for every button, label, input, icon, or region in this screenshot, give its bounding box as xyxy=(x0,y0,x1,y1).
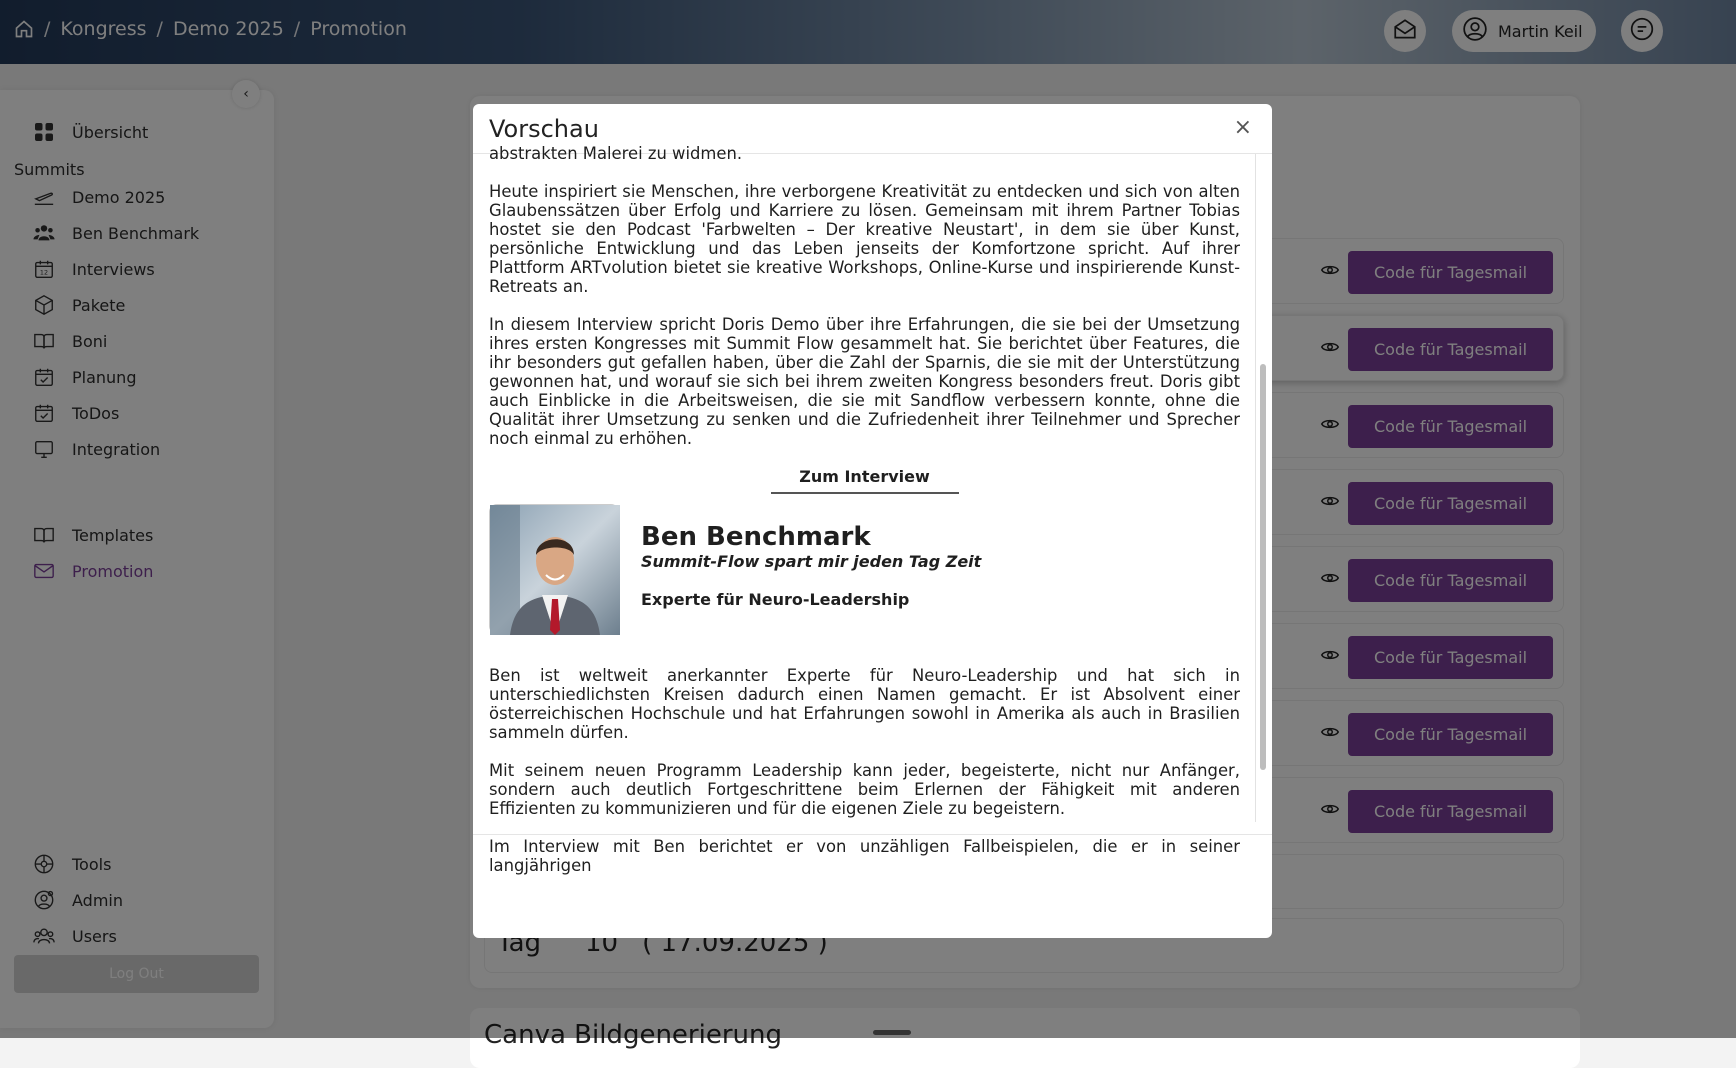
scrollbar-thumb[interactable] xyxy=(1260,364,1266,770)
modal-footer-divider xyxy=(473,834,1272,835)
close-icon[interactable]: × xyxy=(1233,115,1252,140)
scrollbar[interactable] xyxy=(1257,154,1269,822)
preview-modal xyxy=(473,104,1272,938)
speaker-quote: Summit-Flow spart mir jeden Tag Zeit xyxy=(641,552,982,571)
speaker-name: Ben Benchmark xyxy=(641,522,871,552)
speaker-info xyxy=(641,504,981,634)
interview-link[interactable]: Zum Interview xyxy=(771,467,959,494)
scroll-divider xyxy=(1255,154,1256,822)
speaker-photo xyxy=(489,504,619,634)
paragraph: Mit seinem neuen Programm Leadership kann jeder, begeisterte, nicht nur Anfänger, sondern auch deutlich Fortgeschrittene beim Erlernen der Fähigkeit mit anderen Effizienten zu kommunizieren und für die eigenen Ziele zu begeistern. xyxy=(489,761,1240,818)
paragraph-partial-top: abstrakten Malerei zu widmen. xyxy=(489,144,743,163)
paragraph: Heute inspiriert sie Menschen, ihre verborgene Kreativität zu entdecken und sich von alten Glaubenssätzen über Erfolg und Karriere zu lösen. Gemeinsam mit ihrem Partner Tobias hostet sie den Podcast 'Farbwelten – Der kreative Neustart', in dem sie über Kunst, persönliche Entwicklung und das Leben jenseits der Komfortzone spricht. Auf ihrer Plattform ARTvolution bietet sie kreative Workshops, Online-Kurse und inspirierende Kunst-Retreats an. xyxy=(489,182,1240,296)
speaker-block xyxy=(489,504,1240,634)
modal-body[interactable] xyxy=(473,144,1272,875)
preview-content xyxy=(489,144,1240,894)
paragraph: In diesem Interview spricht Doris Demo über ihre Erfahrungen, die sie bei der Umsetzung ihres ersten Kongresses mit Summit Flow gesammelt hat. Sie berichtet über Features, die ihr besonders gut gefallen haben, über die Zahl der Sparnis, die sie mit der Unterstützung gewonnen hat, und worauf sie sich bei ihrem zweiten Kongress besonders freut. Doris gibt auch Einblicke in die Arbeitsweisen, die sie mit Sandflow verbessern konnte, ohne die Qualität ihrer Umsetzung zu senken und die Zufriedenheit ihrer Teilnehmer und Sprecher noch einmal zu erhöhen. xyxy=(489,315,1240,448)
paragraph-partial-bottom: Im Interview mit Ben berichtet er von unzähligen Fallbeispielen, die er in seiner langjährigen xyxy=(489,837,1240,875)
speaker-role: Experte für Neuro-Leadership xyxy=(641,590,910,609)
modal-title: Vorschau xyxy=(489,114,599,143)
paragraph: Ben ist weltweit anerkannter Experte für Neuro-Leadership und hat sich in unterschiedlichsten Kreisen dadurch einen Namen gemacht. Er ist Absolvent einer österreichischen Hochschule und hat Erfahrungen sowohl in Amerika als auch in Brasilien sammeln dürfen. xyxy=(489,666,1240,742)
